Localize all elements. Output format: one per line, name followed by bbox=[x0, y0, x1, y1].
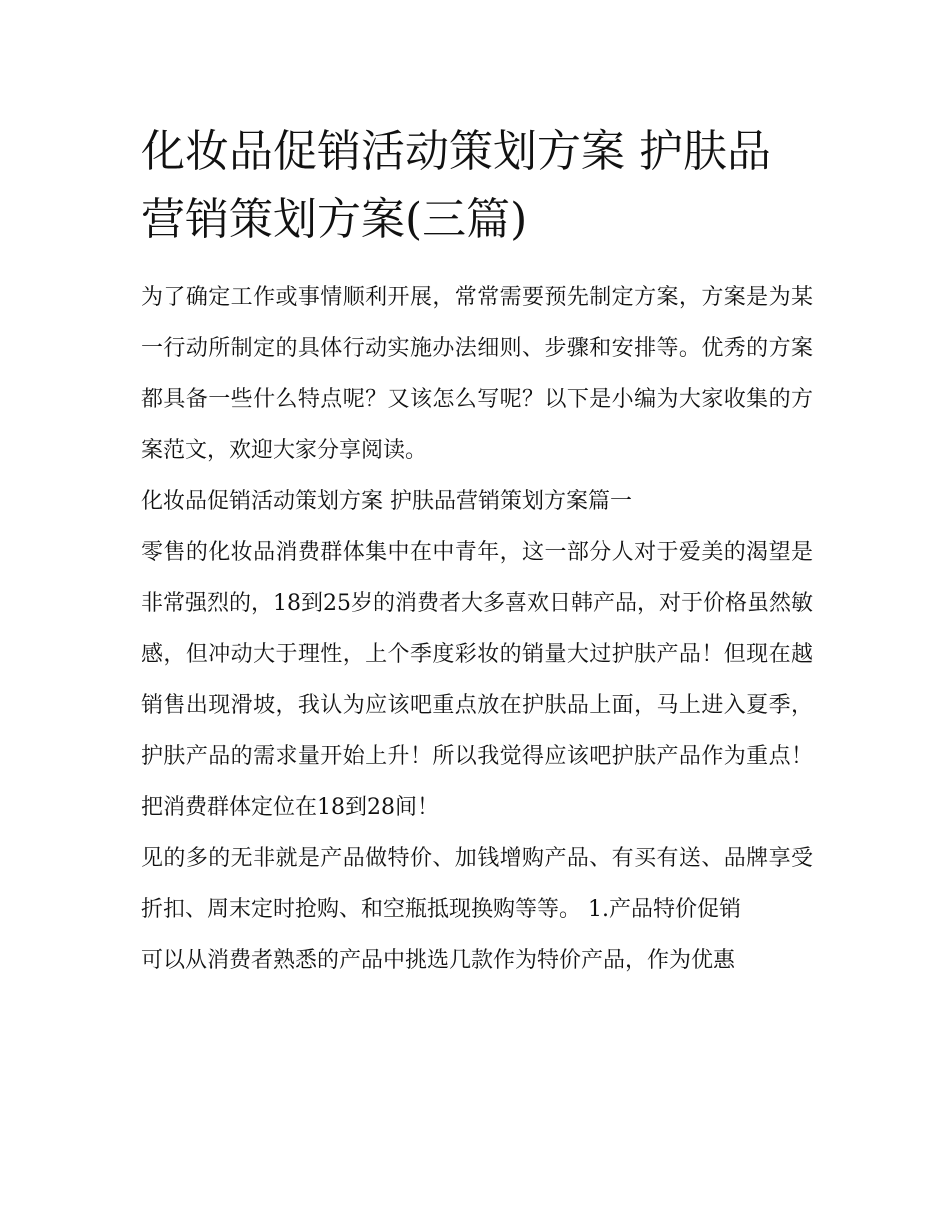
document-title: 化妆品促销活动策划方案 护肤品营销策划方案(三篇) bbox=[141, 126, 771, 245]
body-paragraph: 可以从消费者熟悉的产品中挑选几款作为特价产品，作为优惠 bbox=[141, 948, 736, 973]
body-paragraph: 见的多的无非就是产品做特价、加钱增购产品、有买有送、品牌享受折扣、周末定时抢购、和空瓶抵现换购等等。 1.产品特价促销 bbox=[141, 846, 813, 922]
section-heading: 化妆品促销活动策划方案 护肤品营销策划方案篇一 bbox=[141, 489, 632, 514]
document-body bbox=[141, 118, 813, 986]
body-paragraph: 零售的化妆品消费群体集中在中青年，这一部分人对于爱美的渴望是非常强烈的，18到25岁的消费者大多喜欢日韩产品，对于价格虽然敏感，但冲动大于理性，上个季度彩妆的销量大过护肤产品！但现在越销售出现滑坡，我认为应该吧重点放在护肤品上面，马上进入夏季，护肤产品的需求量开始上升！所以我觉得应该吧护肤产品作为重点！把消费群体定位在18到28间！ bbox=[141, 540, 813, 820]
intro-paragraph: 为了确定工作或事情顺利开展，常常需要预先制定方案，方案是为某一行动所制定的具体行动实施办法细则、步骤和安排等。优秀的方案都具备一些什么特点呢？又该怎么写呢？以下是小编为大家收集的方案范文，欢迎大家分享阅读。 bbox=[141, 285, 813, 463]
